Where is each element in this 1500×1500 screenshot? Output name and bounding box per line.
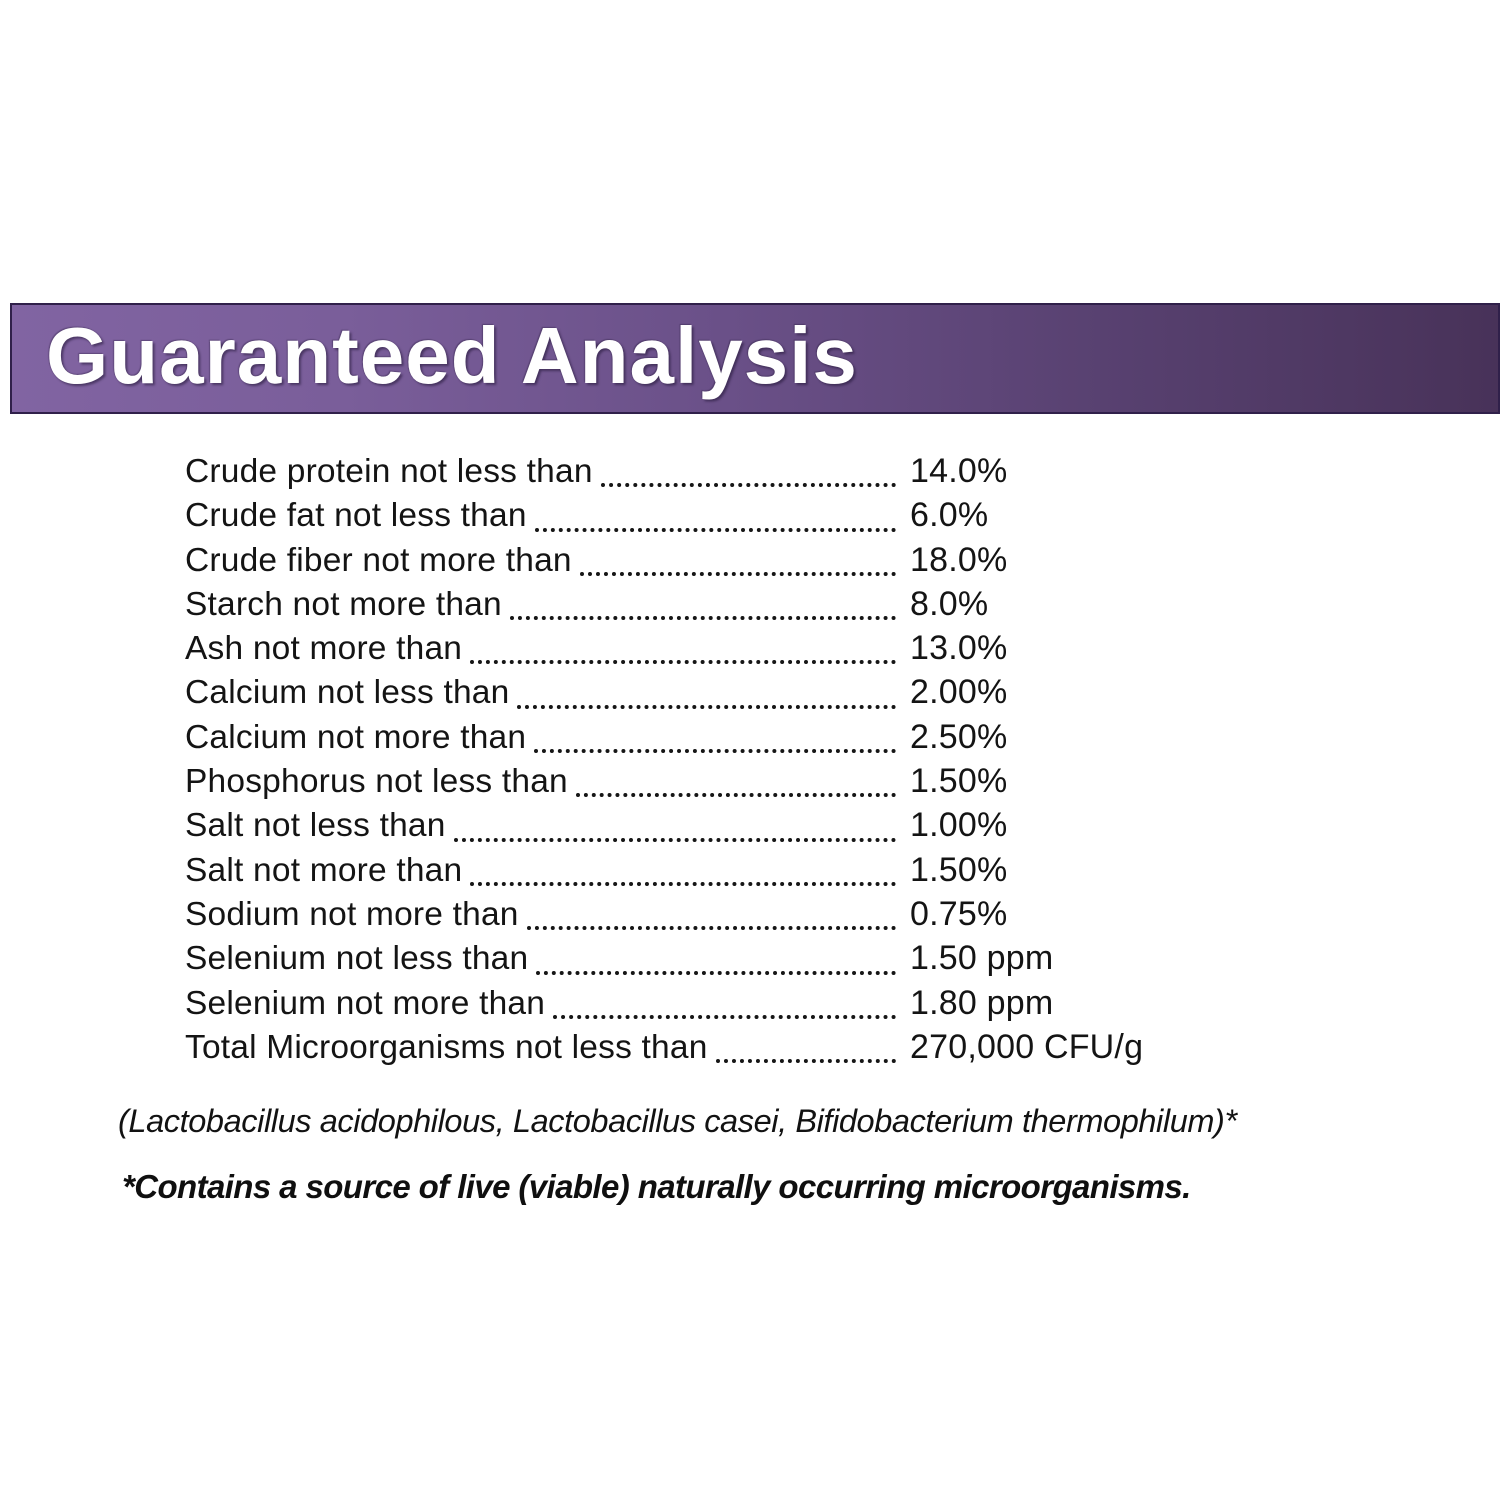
analysis-row-value: 14.0%	[910, 452, 1008, 490]
page-title: Guaranteed Analysis	[46, 310, 858, 400]
analysis-row-value: 1.00%	[910, 806, 1008, 845]
dotted-leader	[580, 572, 896, 576]
analysis-row-value: 1.50 ppm	[910, 939, 1054, 978]
dotted-leader	[601, 483, 896, 487]
analysis-row-label: Crude fiber not more than	[185, 541, 572, 579]
analysis-row	[185, 895, 1240, 939]
analysis-row	[185, 541, 1240, 585]
analysis-row	[185, 496, 1240, 540]
analysis-row-label: Salt not less than	[185, 807, 446, 845]
dotted-leader	[576, 793, 896, 797]
analysis-row	[185, 851, 1240, 895]
analysis-row-label: Calcium not less than	[185, 674, 510, 712]
analysis-row-value: 2.50%	[910, 717, 1008, 756]
analysis-row	[185, 585, 1240, 629]
analysis-row-value: 270,000 CFU/g	[910, 1027, 1144, 1066]
analysis-row-label: Crude protein not less than	[185, 453, 593, 490]
analysis-row-label: Selenium not less than	[185, 940, 529, 978]
dotted-leader	[716, 1059, 896, 1063]
guaranteed-analysis-header-bar	[10, 303, 1500, 414]
dotted-leader	[510, 616, 896, 620]
analysis-row-value: 8.0%	[910, 584, 989, 623]
analysis-row	[185, 939, 1240, 983]
dotted-leader	[454, 838, 896, 842]
analysis-row-label: Starch not more than	[185, 585, 502, 623]
analysis-row-label: Calcium not more than	[185, 718, 527, 756]
microorganism-species-note: (Lactobacillus acidophilous, Lactobacillus casei, Bifidobacterium thermophilum)*	[118, 1103, 1237, 1139]
analysis-row-value: 6.0%	[910, 496, 989, 535]
dotted-leader	[536, 971, 896, 975]
analysis-table	[185, 452, 1240, 1072]
analysis-row-value: 13.0%	[910, 629, 1008, 668]
analysis-row-label: Salt not more than	[185, 851, 463, 889]
dotted-leader	[534, 749, 896, 753]
dotted-leader	[553, 1015, 896, 1019]
analysis-row-value: 0.75%	[910, 894, 1008, 933]
analysis-row-value: 18.0%	[910, 540, 1008, 579]
analysis-row-label: Phosphorus not less than	[185, 763, 568, 801]
analysis-row-value: 2.00%	[910, 673, 1008, 712]
analysis-row	[185, 762, 1240, 806]
dotted-leader	[470, 882, 896, 886]
viable-microorganisms-note: *Contains a source of live (viable) naturally occurring microorganisms.	[122, 1168, 1191, 1205]
analysis-row	[185, 806, 1240, 850]
analysis-row-value: 1.80 ppm	[910, 983, 1054, 1022]
analysis-row	[185, 718, 1240, 762]
analysis-row-value: 1.50%	[910, 762, 1008, 801]
dotted-leader	[527, 926, 896, 930]
analysis-row	[185, 673, 1240, 717]
analysis-row	[185, 984, 1240, 1028]
analysis-row	[185, 452, 1240, 496]
analysis-row-value: 1.50%	[910, 850, 1008, 889]
analysis-row-label: Sodium not more than	[185, 895, 519, 933]
analysis-row	[185, 1028, 1240, 1072]
analysis-row-label: Selenium not more than	[185, 984, 546, 1022]
analysis-row	[185, 629, 1240, 673]
analysis-row-label: Ash not more than	[185, 630, 463, 668]
analysis-row-label: Crude fat not less than	[185, 497, 527, 535]
dotted-leader	[517, 705, 896, 709]
dotted-leader	[470, 660, 896, 664]
dotted-leader	[535, 528, 896, 532]
analysis-row-label: Total Microorganisms not less than	[185, 1028, 708, 1066]
